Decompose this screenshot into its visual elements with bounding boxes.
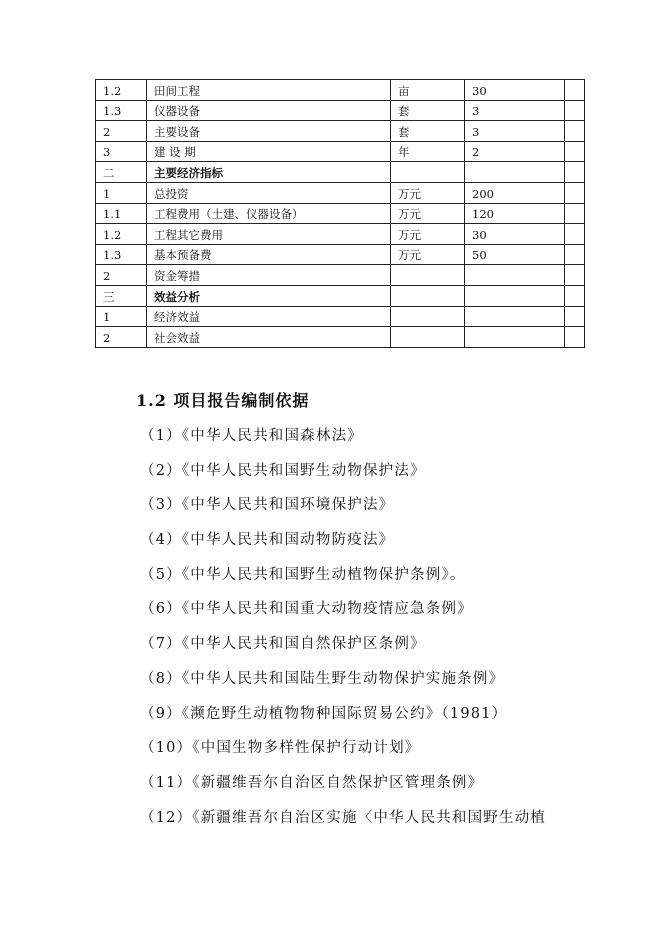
item-name-cell: 工程其它费用 [147, 224, 391, 245]
item-name-cell: 效益分析 [147, 285, 391, 306]
extra-cell [565, 203, 585, 224]
table-row [96, 327, 585, 348]
extra-cell [565, 224, 585, 245]
extra-cell [565, 244, 585, 265]
value-cell [465, 265, 565, 286]
reference-item: （9）《濒危野生动植物物种国际贸易公约》（1981） [140, 705, 508, 722]
item-name-cell: 基本预备费 [147, 244, 391, 265]
table-row [96, 80, 585, 101]
item-name-cell: 经济效益 [147, 306, 391, 327]
reference-item: （5）《中华人民共和国野生动植物保护条例》。 [140, 566, 466, 583]
extra-cell [565, 141, 585, 162]
value-cell: 200 [465, 182, 565, 203]
row-number-cell: 1.2 [96, 80, 147, 101]
table-row [96, 121, 585, 142]
extra-cell [565, 285, 585, 306]
extra-cell [565, 100, 585, 121]
value-cell: 30 [465, 224, 565, 245]
unit-cell: 亩 [391, 80, 465, 101]
table-row [96, 100, 585, 121]
row-number-cell: 1.3 [96, 100, 147, 121]
value-cell [465, 306, 565, 327]
unit-cell: 万元 [391, 203, 465, 224]
row-number-cell: 三 [96, 285, 147, 306]
value-cell: 50 [465, 244, 565, 265]
row-number-cell: 2 [96, 327, 147, 348]
table-row [96, 306, 585, 327]
unit-cell [391, 265, 465, 286]
table-row [96, 265, 585, 286]
value-cell [465, 285, 565, 306]
table-row [96, 182, 585, 203]
item-name-cell: 主要经济指标 [147, 162, 391, 183]
row-number-cell: 二 [96, 162, 147, 183]
value-cell: 3 [465, 100, 565, 121]
unit-cell [391, 162, 465, 183]
unit-cell [391, 285, 465, 306]
extra-cell [565, 80, 585, 101]
item-name-cell: 资金筹措 [147, 265, 391, 286]
reference-item: （10）《中国生物多样性保护行动计划》 [140, 740, 421, 757]
row-number-cell: 1 [96, 306, 147, 327]
unit-cell [391, 327, 465, 348]
row-number-cell: 1.1 [96, 203, 147, 224]
unit-cell: 套 [391, 100, 465, 121]
row-number-cell: 1.3 [96, 244, 147, 265]
unit-cell: 套 [391, 121, 465, 142]
reference-list [140, 424, 546, 840]
section-title: 1.2 项目报告编制依据 [136, 391, 310, 410]
reference-item: （6）《中华人民共和国重大动物疫情应急条例》 [140, 601, 473, 618]
reference-item: （4）《中华人民共和国动物防疫法》 [140, 532, 395, 549]
table-row [96, 244, 585, 265]
item-name-cell: 总投资 [147, 182, 391, 203]
reference-item: （1）《中华人民共和国森林法》 [140, 428, 363, 444]
value-cell: 30 [465, 80, 565, 101]
item-name-cell: 建 设 期 [147, 141, 391, 162]
unit-cell: 万元 [391, 182, 465, 203]
table-row [96, 224, 585, 245]
unit-cell: 年 [391, 141, 465, 162]
extra-cell [565, 306, 585, 327]
extra-cell [565, 327, 585, 348]
indicator-table [95, 79, 585, 348]
reference-item: （11）《新疆维吾尔自治区自然保护区管理条例》 [140, 774, 484, 791]
row-number-cell: 1 [96, 182, 147, 203]
table-row [96, 162, 585, 183]
extra-cell [565, 121, 585, 142]
unit-cell: 万元 [391, 244, 465, 265]
unit-cell: 万元 [391, 224, 465, 245]
item-name-cell: 社会效益 [147, 327, 391, 348]
row-number-cell: 2 [96, 265, 147, 286]
row-number-cell: 3 [96, 141, 147, 162]
reference-item: （12）《新疆维吾尔自治区实施〈中华人民共和国野生动植 [140, 809, 547, 826]
value-cell: 3 [465, 121, 565, 142]
item-name-cell: 主要设备 [147, 121, 391, 142]
extra-cell [565, 162, 585, 183]
unit-cell [391, 306, 465, 327]
row-number-cell: 2 [96, 121, 147, 142]
table-row [96, 141, 585, 162]
table-row [96, 285, 585, 306]
value-cell: 120 [465, 203, 565, 224]
table-row [96, 203, 585, 224]
reference-item: （2）《中华人民共和国野生动物保护法》 [140, 462, 426, 479]
row-number-cell: 1.2 [96, 224, 147, 245]
value-cell [465, 327, 565, 348]
reference-item: （7）《中华人民共和国自然保护区条例》 [140, 636, 426, 653]
value-cell [465, 162, 565, 183]
extra-cell [565, 265, 585, 286]
extra-cell [565, 182, 585, 203]
item-name-cell: 工程费用（土建、仪器设备） [147, 203, 391, 224]
reference-item: （8）《中华人民共和国陆生野生动物保护实施条例》 [140, 670, 505, 687]
reference-item: （3）《中华人民共和国环境保护法》 [140, 497, 395, 514]
item-name-cell: 仪器设备 [147, 100, 391, 121]
item-name-cell: 田间工程 [147, 80, 391, 101]
value-cell: 2 [465, 141, 565, 162]
